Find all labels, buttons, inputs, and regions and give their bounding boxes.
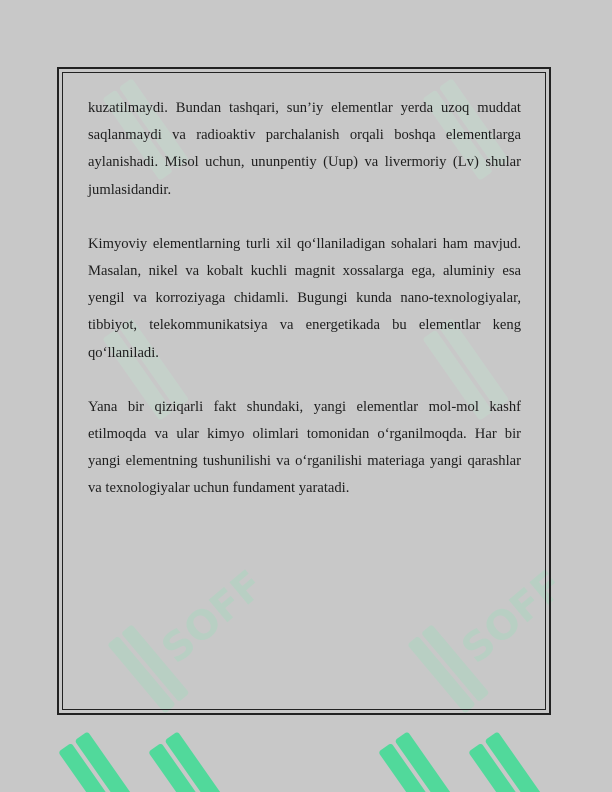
svg-text:SOFF: SOFF [153, 561, 273, 673]
document-body [88, 95, 521, 530]
watermark-logo-bottom-center-left [130, 715, 240, 792]
paragraph-2: Kimyoviy elementlarning turli xil qo‘llaniladigan sohalari ham mavjud. Masalan, nikel va kobalt kuchli magnit xossalarga ega, aluminiy esa yengil va korroziyaga chidamli. Bugungi kunda nano-texnologiyalar, tibbiyot, telekommunikatsiya va energetikada bu elementlar keng qo‘llaniladi. [88, 235, 521, 361]
paragraph-1: kuzatilmaydi. Bundan tashqari, sun’iy elementlar yerda uzoq muddat saqlanmaydi va radioaktiv parchalanish orqali boshqa elementlarga aylanishadi. Misol uchun, ununpentiy (Uup) va livermoriy (Lv) shular jumlasidandir. [88, 100, 521, 198]
svg-text:SOFF: SOFF [453, 561, 573, 673]
watermark-logo-bottom-left [40, 715, 150, 792]
watermark-logo-bottom-center-right [360, 715, 470, 792]
paragraph-3: Yana bir qiziqarli fakt shundaki, yangi elementlar mol-mol kashf etilmoqda va ular kimyo olimlari tomonidan o‘rganilmoqda. Har bir yangi elementning tushunilishi va o‘rganilishi materiaga yangi qarashlar va texnologiyalar uchun fundament yaratadi. [88, 398, 521, 497]
watermark-logo-bottom-right [450, 715, 560, 792]
